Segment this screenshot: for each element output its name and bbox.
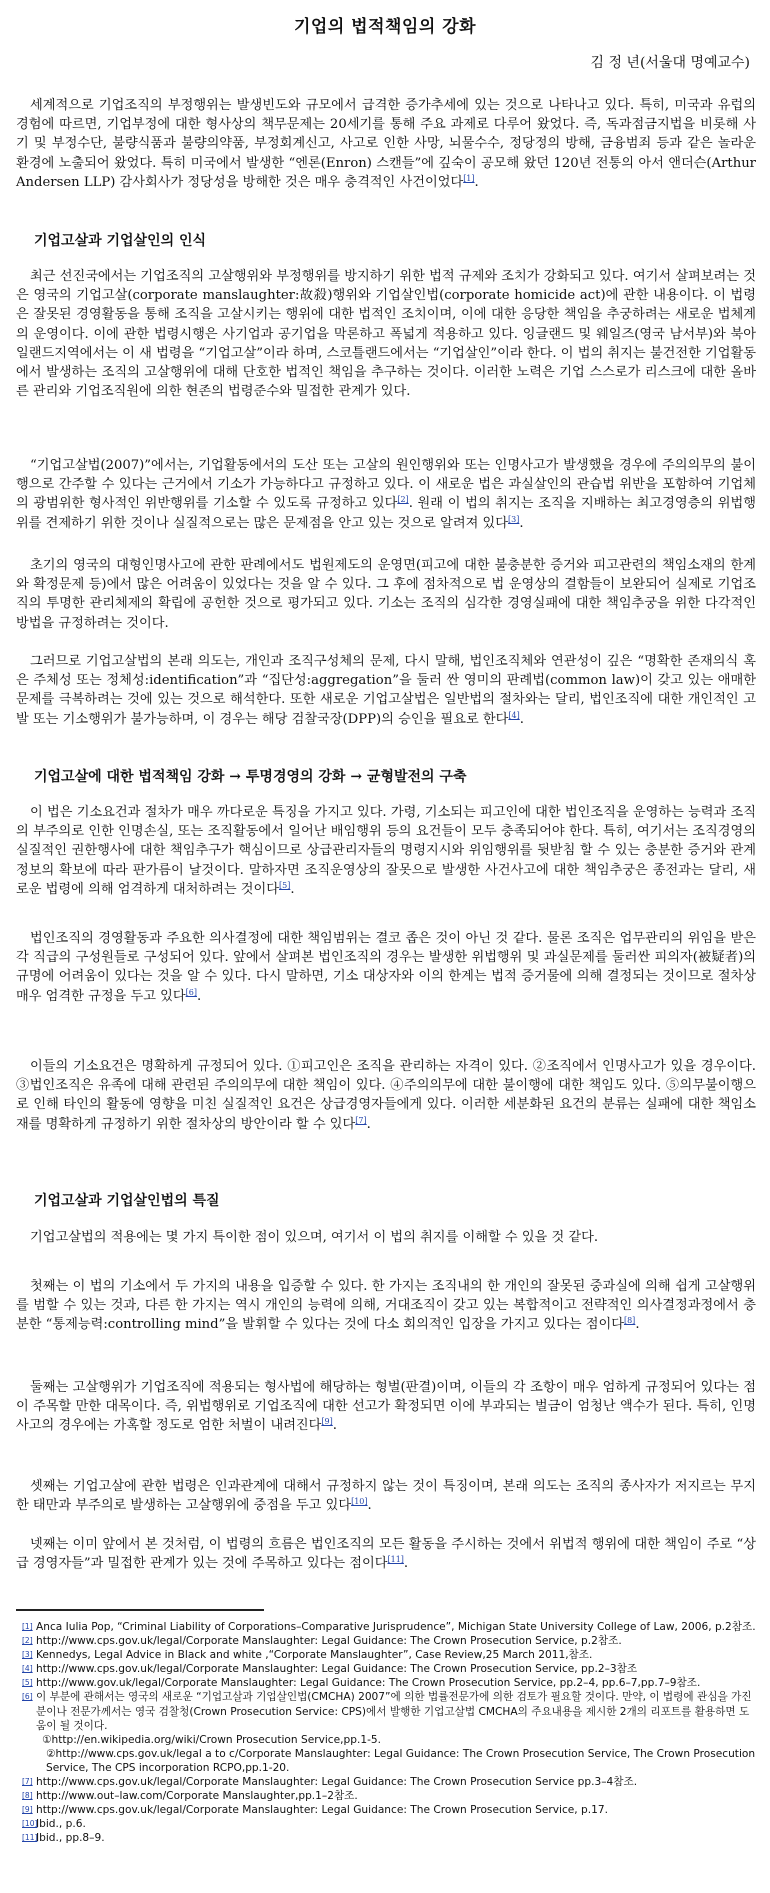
paragraph: 둘째는 고살행위가 기업조직에 적용되는 형사법에 해당하는 형벌(판결)이며, 이들의 각 조항이 매우 엄하게 규정되어 있다는 점이 주목할 만한 대목이다. 즉, 위법행위로 기업조직에 대한 선고가 확정되면 이에 부과되는 벌금이 엄청난 액수가 된다. 특히, 인명사고의 경우에는 가혹할 정도로 엄한 처벌이 내려진다[9]. <box>16 1380 756 1434</box>
footnote-mark[interactable]: [8] <box>22 1791 33 1801</box>
footnote: [1] Anca Iulia Pop, “Criminal Liability of Corporations–Comparative Jurisprudence”, Michigan State University College of Law, 2006, p.2참조. <box>22 1621 756 1633</box>
footnote: [5] http://www.gov.uk/legal/Corporate Manslaughter: Legal Guidance: The Crown Prosecution Service, pp.2–4, pp.6–7,pp.7–9참조. <box>22 1677 701 1690</box>
paragraph: 기업고살법의 적용에는 몇 가지 특이한 점이 있으며, 여기서 이 법의 취지를 이해할 수 있을 것 같다. <box>30 1230 599 1245</box>
footnote-ref-4[interactable]: [4] <box>508 710 520 720</box>
paragraph: “기업고살법(2007)”에서는, 기업활동에서의 도산 또는 고살의 원인행위와 또는 인명사고가 발생했을 경우에 주의의무의 불이행으로 간주할 수 있다는 근거에서 기소가 가능하다고 규정하고 있다. 이 새로운 법은 과실살인의 관습법 위반을 포함하여 기업체의 광범위한 형사적인 위반행위를 기소할 수 있도록 규정하고 있다[2]. 원래 이 법의 취지는 조직을 지배하는 최고경영층의 위법행위를 견제하기 위한 것이나 실질적으로는 많은 문제점을 안고 있는 것으로 알려져 있다[3]. <box>16 458 756 531</box>
section-heading-1: 기업고살과 기업살인의 인식 <box>34 233 207 249</box>
section3-block-4 <box>16 1477 756 1515</box>
footnote-mark[interactable]: [3] <box>22 1650 33 1660</box>
section3-block-3 <box>16 1378 756 1436</box>
section-heading-3: 기업고살과 기업살인법의 특질 <box>34 1193 220 1209</box>
footnote: [7] http://www.cps.gov.uk/legal/Corporate Manslaughter: Legal Guidance: The Crown Prosecution Service pp.3–4참조. <box>22 1776 638 1789</box>
footnote-mark[interactable]: [10] <box>22 1819 38 1829</box>
footnote-ref-11[interactable]: [11] <box>387 1555 404 1565</box>
footnote: [11] Ibid., pp.8–9. <box>22 1832 105 1845</box>
footnote: [6] 이 부분에 관해서는 영국의 새로운 “기업고살과 기업살인법(CMCHA) 2007”에 의한 법률전문가에 의한 검토가 필요할 것이다. 만약, 이 법령에 관심을 가진 분이나 전문가께서는 영국 검찰청(Crown Prosecution Service: CPS)에서 발행한 기업고살법 CMCHA의 주요내용을 제시한 2개의 리포트를 활용하면 도움이 될 것이다. ①http://en.wikipedia.org/wiki/Crown Prosecution Service,pp.1-5. ②http://www.cps.gov.uk/legal a to c/Corporate Manslaughter: Legal Guidance: The Crown Prosecution Service, The Crown Prosecution Service, The CPS incorporation RCPO,pp.1-20. <box>22 1690 758 1775</box>
footnote-ref-9[interactable]: [9] <box>321 1417 333 1427</box>
paragraph: 셋째는 기업고살에 관한 법령은 인과관계에 대해서 규정하지 않는 것이 특징이며, 본래 의도는 조직의 종사자가 저지르는 무지한 태만과 부주의로 발생하는 고살행위에 중점을 두고 있다[10]. <box>16 1479 756 1514</box>
section1-block-4 <box>16 652 756 729</box>
footnote-ref-1[interactable]: [1] <box>463 173 475 183</box>
footnote-ref-5[interactable]: [5] <box>279 880 291 890</box>
paragraph: 세계적으로 기업조직의 부정행위는 발생빈도와 규모에서 급격한 증가추세에 있는 것으로 나타나고 있다. 특히, 미국과 유럽의 경험에 따르면, 기업부정에 대한 형사상의 책무문제는 20세기를 통해 주요 과제로 다루어 왔었다. 즉, 독과점금지법을 비롯해 사기 및 부정수단, 불량식품과 불량의약품, 부정회계신고, 사고로 인한 사망, 뇌물수수, 정당정의 방해, 금융범죄 등과 같은 놀라운 환경에 노출되어 왔었다. 특히 미국에서 발생한 “엔론(Enron) 스캔들”에 깊숙이 공모해 왔던 120년 전통의 아서 앤더슨(Arthur Andersen LLP) 감사회사가 정당성을 방해한 것은 매우 충격적인 사건이었다[1]. <box>16 98 756 190</box>
section1-block-1 <box>16 267 756 401</box>
footnote-ref-2[interactable]: [2] <box>397 495 409 505</box>
section1-block-2 <box>16 456 756 533</box>
footnote-sub-link[interactable]: ②http://www.cps.gov.uk/legal a to c/Corporate Manslaughter: Legal Guidance: The Crown Prosecution Service, The Crown Prosecution Service, The CPS incorporation RCPO,pp.1-20. <box>46 1747 756 1774</box>
section2-block-3 <box>16 1057 756 1134</box>
section2-block-1 <box>16 803 756 899</box>
footnote-mark[interactable]: [11] <box>22 1833 38 1843</box>
footnote: [8] http://www.out–law.com/Corporate Manslaughter,pp.1–2참조. <box>22 1790 358 1803</box>
footnote-ref-8[interactable]: [8] <box>623 1316 636 1326</box>
section3-block-5 <box>16 1535 756 1573</box>
footnote-mark[interactable]: [5] <box>22 1678 33 1688</box>
footnote-mark[interactable]: [1] <box>22 1622 33 1631</box>
footnote-sub-link[interactable]: ①http://en.wikipedia.org/wiki/Crown Prosecution Service,pp.1-5. <box>42 1733 381 1746</box>
footnote: [2] http://www.cps.gov.uk/legal/Corporate Manslaughter: Legal Guidance: The Crown Prosecution Service, p.2참조. <box>22 1635 622 1648</box>
footnote: [9] http://www.cps.gov.uk/legal/Corporate Manslaughter: Legal Guidance: The Crown Prosecution Service, p.17. <box>22 1804 608 1817</box>
footnote-ref-10[interactable]: [10] <box>351 1497 368 1507</box>
paragraph: 그러므로 기업고살법의 본래 의도는, 개인과 조직구성체의 문제, 다시 말해, 법인조직체와 연관성이 깊은 “명확한 존재의식 혹은 주체성 또는 정체성:identification”과 “집단성:aggregation”을 둘러 싼 영미의 판례법(common law)이 갖고 있는 애매한 문제를 극복하려는 것에 있는 것으로 해석한다. 또한 새로운 기업고살법은 일반법의 절차와는 달리, 법인조직에 대한 개인적인 고발 또는 기소행위가 불가능하며, 이 경우는 해당 검찰국장(DPP)의 승인을 필요로 한다[4]. <box>16 654 756 727</box>
footnote-ref-3[interactable]: [3] <box>507 514 520 524</box>
footnote-divider <box>16 1609 264 1611</box>
section3-block-2 <box>16 1277 756 1335</box>
footnotes <box>22 1620 758 1846</box>
section3-block-1 <box>16 1228 756 1247</box>
section1-block-3 <box>16 556 756 633</box>
footnote-ref-6[interactable]: [6] <box>185 987 197 997</box>
paragraph: 초기의 영국의 대형인명사고에 관한 판례에서도 법원제도의 운영면(피고에 대한 불충분한 증거와 피고관련의 책임소재의 한계와 확정문제 등)에서 많은 어려움이 있었다는 것을 알 수 있다. 그 후에 점차적으로 법 운영상의 결함들이 보완되어 실제로 기업조직의 투명한 관리체제의 확립에 공헌한 것으로 평가되고 있다. 기소는 조직의 심각한 경영실패에 대한 책임추궁을 위한 다각적인 방법을 규정하려는 것이다. <box>16 558 756 631</box>
footnote: [10] Ibid., p.6. <box>22 1818 86 1831</box>
paragraph: 이들의 기소요건은 명확하게 규정되어 있다. ①피고인은 조직을 관리하는 자격이 있다. ②조직에서 인명사고가 있을 경우이다. ③법인조직은 유족에 대해 관련된 주의의무에 대한 책임이 있다. ④주의의무에 대한 불이행에 대한 책임도 있다. ⑤의무불이행으로 인해 타인의 활동에 영향을 미친 실질적인 요건은 상급경영자들에게 있다. 이러한 세분화된 요건의 분류는 실패에 대한 책임소재를 명확하게 규정하기 위한 절차상의 방안이라 할 수 있다[7]. <box>16 1059 756 1132</box>
footnote: [3] Kennedys, Legal Advice in Black and white ,“Corporate Manslaughter”, Case Review,25 March 2011,참조. <box>22 1649 593 1662</box>
footnote: [4] http://www.cps.gov.uk/legal/Corporate Manslaughter: Legal Guidance: The Crown Prosecution Service, pp.2–3참조 <box>22 1663 638 1676</box>
footnote-mark[interactable]: [2] <box>22 1636 33 1646</box>
paragraph: 최근 선진국에서는 기업조직의 고살행위와 부정행위를 방지하기 위한 법적 규제와 조치가 강화되고 있다. 여기서 살펴보려는 것은 영국의 기업고살(corporate manslaughter:故殺)행위와 기업살인법(corporate homicide act)에 관한 내용이다. 이 법령은 잘못된 경영활동을 통해 조직을 고살시키는 행위에 대한 법적인 조치이며, 이에 대한 응당한 책임을 추궁하려는 새로운 법체계의 운영이다. 이에 관한 법령시행은 사기업과 공기업을 막론하고 폭넓게 적용하고 있다. 잉글랜드 및 웨일즈(영국 남서부)와 북아일랜드지역에서는 이 새 법령을 “기업고살”이라 하며, 스코틀랜드에서는 “기업살인”이라 한다. 이 법의 취지는 불건전한 기업활동에서 발생하는 조직의 고살행위에 대해 단호한 법적인 책임을 추구하는 것이다. 이러한 노력은 기업 스스로가 리스크에 대한 올바른 관리와 기업조직원에 의한 현존의 법령준수와 밀접한 관계가 있다. <box>16 269 756 400</box>
paragraph: 이 법은 기소요건과 절차가 매우 까다로운 특징을 가지고 있다. 가령, 기소되는 피고인에 대한 법인조직을 운영하는 능력과 조직의 부주의로 인한 인명손실, 또는 조직활동에서 일어난 배임행위 등의 요건들이 모두 충족되어야 한다. 특히, 여기서는 조직경영의 실질적인 권한행사에 대한 책임추구가 핵심이므로 상급관리자들의 명령지시와 위임행위를 뒷받침 할 수 있는 충분한 증거와 관계정보의 확보에 따라 판가름이 날것이다. 말하자면 조직운영상의 잘못으로 발생한 사건사고에 대한 책임추궁은 종전과는 달리, 새로운 법령에 의해 엄격하게 대처하려는 것이다[5]. <box>16 805 756 897</box>
footnote-mark[interactable]: [4] <box>22 1664 33 1674</box>
footnote-mark[interactable]: [7] <box>22 1777 33 1787</box>
document-title: 기업의 법적책임의 강화 <box>293 17 477 37</box>
author-line: 김 정 년(서울대 명예교수) <box>590 55 750 71</box>
footnote-mark[interactable]: [6] <box>22 1692 33 1702</box>
section2-block-2 <box>16 929 756 1006</box>
section-heading-2: 기업고살에 대한 법적책임 강화 → 투명경영의 강화 → 균형발전의 구축 <box>34 769 467 785</box>
paragraph: 첫째는 이 법의 기소에서 두 가지의 내용을 입증할 수 있다. 한 가지는 조직내의 한 개인의 잘못된 중과실에 의해 쉽게 고살행위를 범할 수 있는 것과, 다른 한 가지는 역시 개인의 능력에 의해, 거대조직이 갖고 있는 복합적이고 전략적인 의사결정과정에서 충분한 “통제능력:controlling mind”을 발휘할 수 있다는 것에 다소 회의적인 입장을 가지고 있다는 점이다[8]. <box>16 1279 756 1333</box>
footnote-ref-7[interactable]: [7] <box>355 1115 367 1125</box>
paragraph: 법인조직의 경영활동과 주요한 의사결정에 대한 책임범위는 결코 좁은 것이 아닌 것 같다. 물론 조직은 업무관리의 위임을 받은 각 직급의 구성원들로 구성되어 있다. 앞에서 살펴본 법인조직의 경우는 발생한 위법행위 및 과실문제를 둘러싼 피의자(被疑者)의 규명에 어려움이 있다는 것을 알 수 있다. 다시 말하면, 기소 대상자와 이의 한계는 법적 증거물에 의해 결정되는 것이므로 절차상 매우 엄격한 규정을 두고 있다[6]. <box>16 931 756 1004</box>
paragraph: 넷째는 이미 앞에서 본 것처럼, 이 법령의 흐름은 법인조직의 모든 활동을 주시하는 것에서 위법적 행위에 대한 책임이 주로 “상급 경영자들”과 밀접한 관계가 있는 것에 주목하고 있다는 점이다[11]. <box>16 1537 756 1572</box>
intro-block <box>16 96 756 192</box>
footnote-mark[interactable]: [9] <box>22 1805 33 1815</box>
